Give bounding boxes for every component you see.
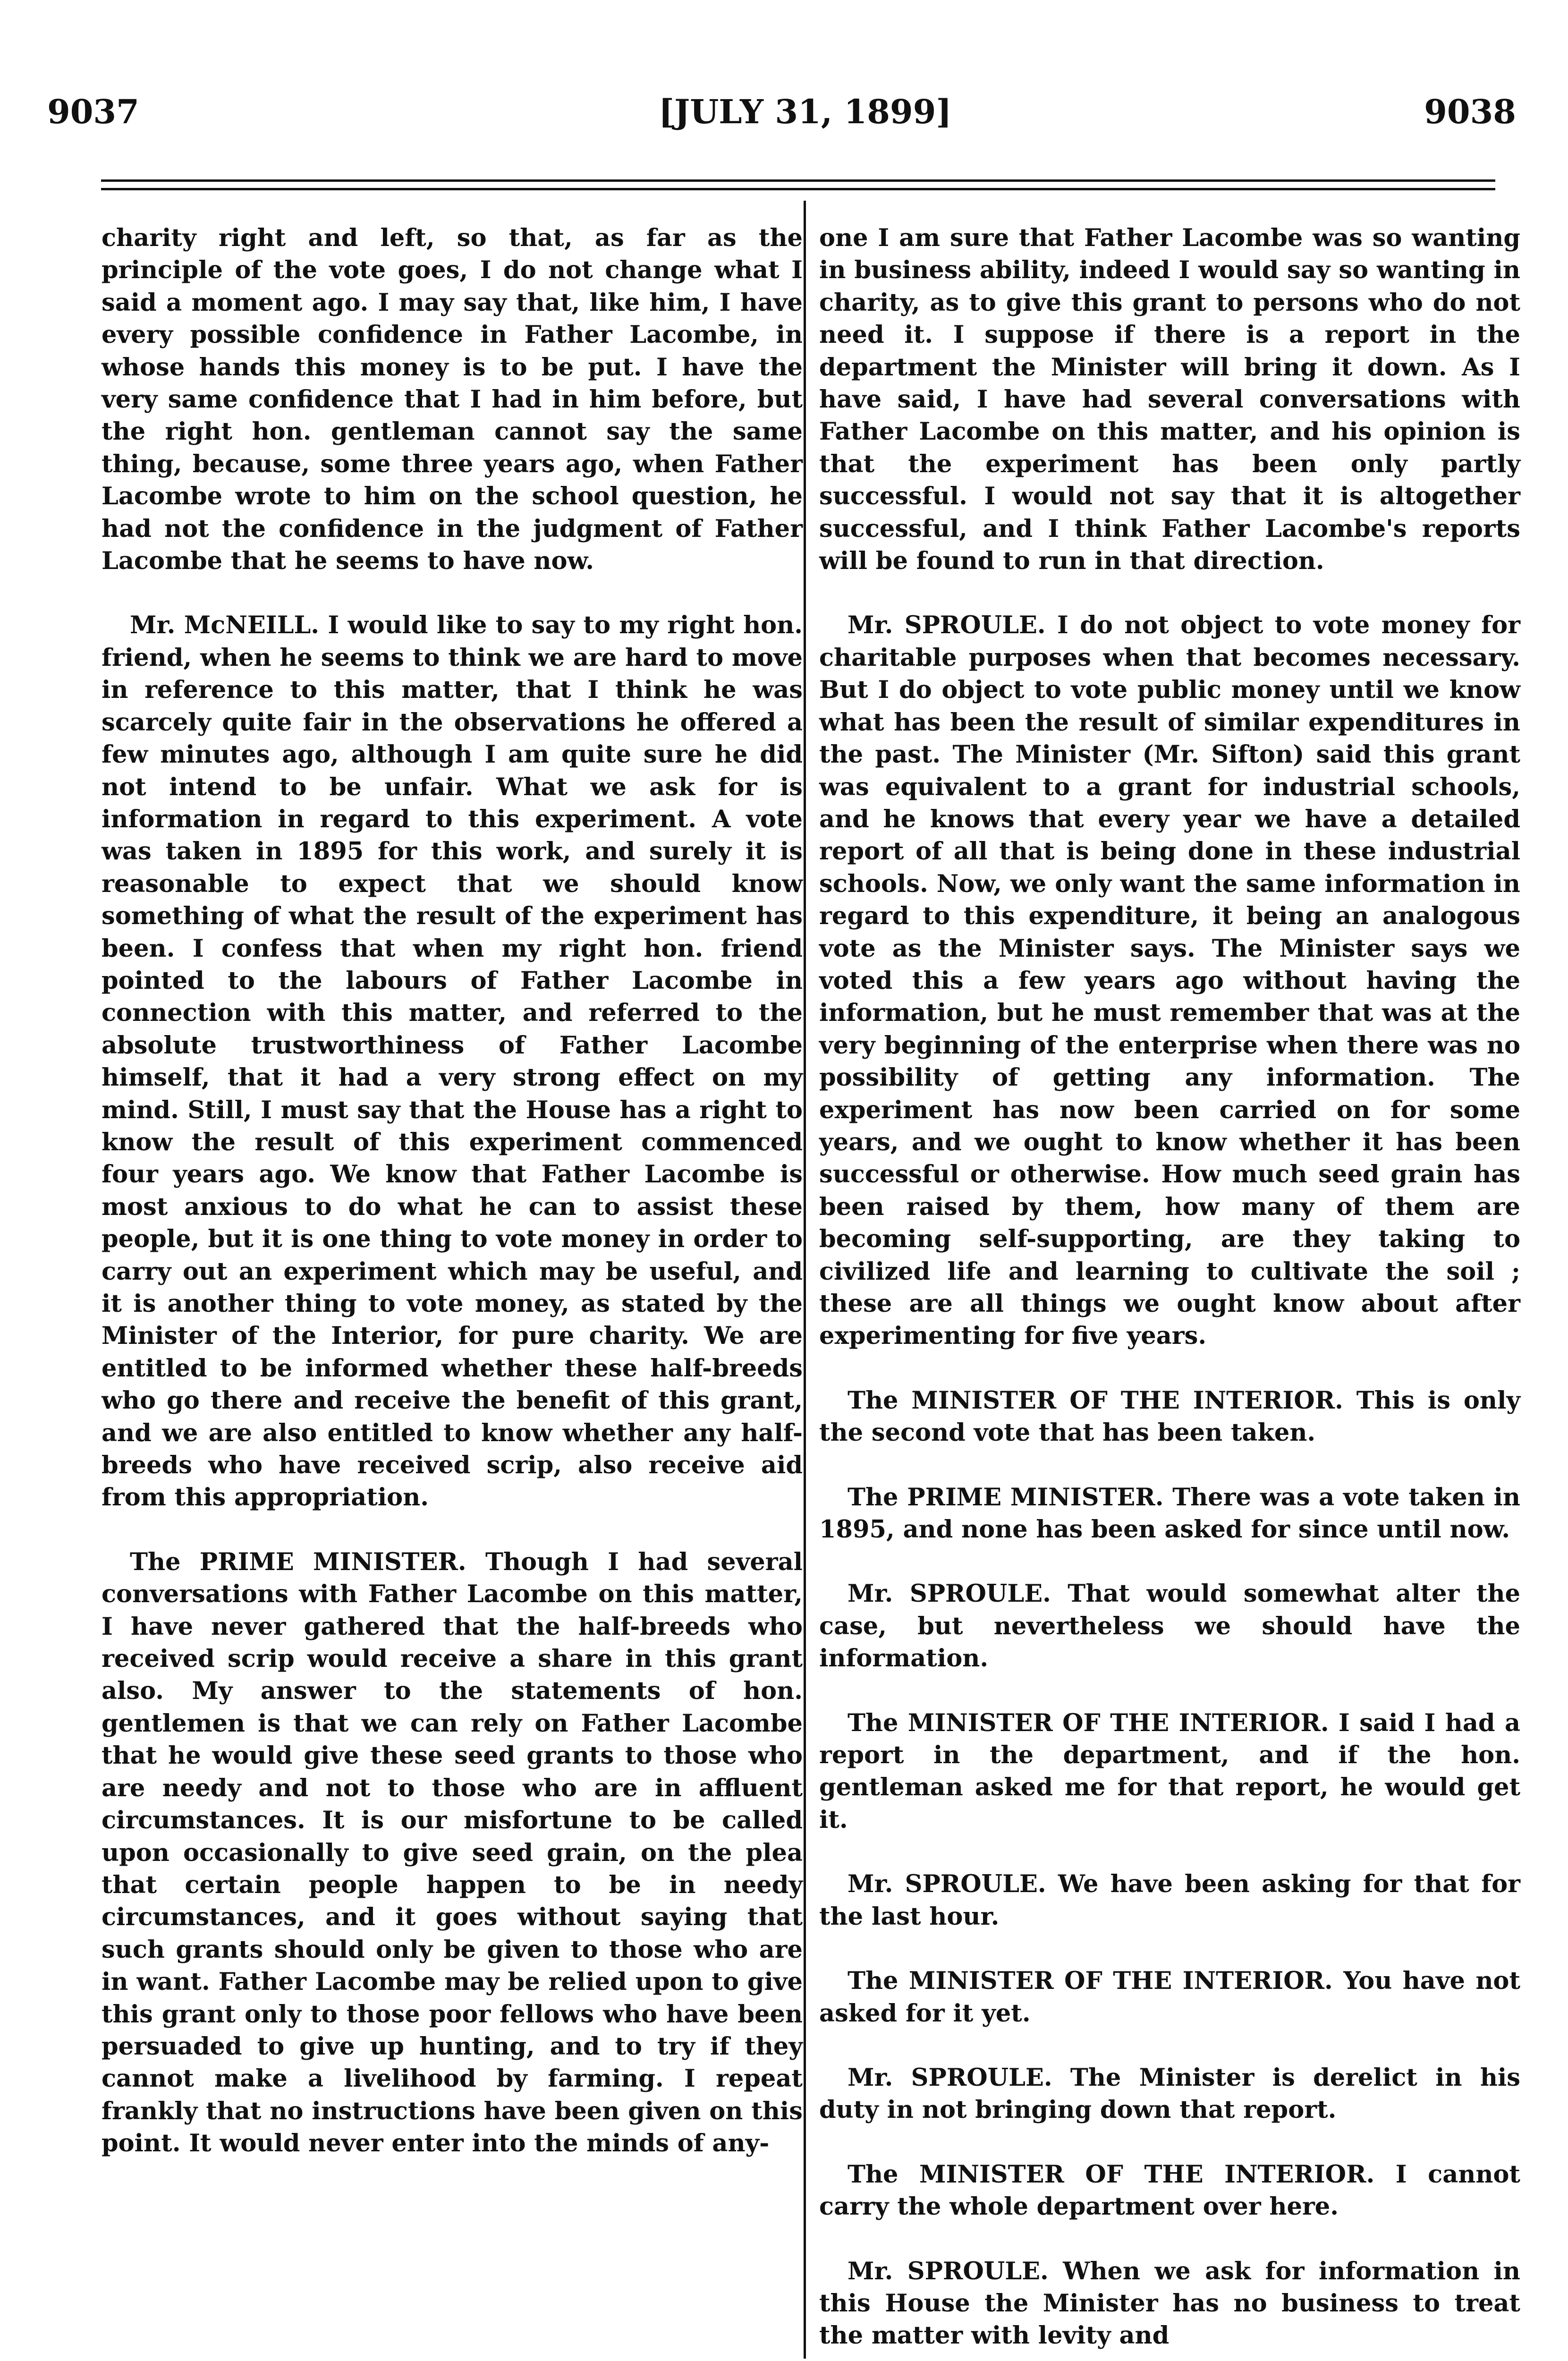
paragraph: The MINISTER OF THE INTERIOR. I said I had a report in the department, and if the hon. gentleman asked me for that report, he would get it. [819,1708,1520,1834]
paragraph: Mr. SPROULE. We have been asking for that for the last hour. [819,1870,1520,1931]
left-column [102,222,803,2192]
paragraph: Mr. McNEILL. I would like to say to my right hon. friend, when he seems to think we are hard to move in reference to this matter, that I think he was scarcely quite fair in the observations he offered a few minutes ago, although I am quite sure he did not intend to be unfair. What we ask for is information in regard to this experiment. A vote was taken in 1895 for this work, and surely it is reasonable to expect that we should know something of what the result of the experiment has been. I confess that when my right hon. friend pointed to the labours of Father Lacombe in connection with this matter, and referred to the absolute trustworthiness of Father Lacombe himself, that it had a very strong effect on my mind. Still, I must say that the House has a right to know the result of this experiment commenced four years ago. We know that Father Lacombe is most anxious to do what he can to assist these people, but it is one thing to vote money in order to carry out an experiment which may be useful, and it is another thing to vote money, as stated by the Minister of the Interior, for pure charity. We are entitled to be informed whether these half-breeds who go there and receive the benefit of this grant, and we are also entitled to know whether any half-breeds who have received scrip, also receive aid from this appropriation. [102,611,803,1512]
page-header [0,92,1568,144]
left-page-number: 9037 [47,92,139,131]
header-rule-top [101,179,1495,182]
right-column [819,222,1520,2361]
column-divider [804,201,806,2359]
paragraph: charity right and left, so that, as far as the principle of the vote goes, I do not change what I said a moment ago. I may say that, like him, I have every possible confidence in Father Lacombe, in whose hands this money is to be put. I have the very same confidence that I had in him before, but the right hon. gentleman cannot say the same thing, because, some three years ago, when Father Lacombe wrote to him on the school question, he had not the confidence in the judgment of Father Lacombe that he seems to have now. [102,224,803,576]
paragraph: The MINISTER OF THE INTERIOR. This is only the second vote that has been taken. [819,1386,1520,1447]
paragraph: Mr. SPROULE. That would somewhat alter the case, but nevertheless we should have the information. [819,1580,1520,1673]
paragraph: one I am sure that Father Lacombe was so wanting in business ability, indeed I would say so wanting in charity, as to give this grant to persons who do not need it. I suppose if there is a report in the department the Minister will bring it down. As I have said, I have had several conversations with Father Lacombe on this matter, and his opinion is that the experiment has been only partly successful. I would not say that it is altogether successful, and I think Father Lacombe's reports will be found to run in that direction. [819,224,1520,576]
paragraph: The MINISTER OF THE INTERIOR. You have not asked for it yet. [819,1967,1520,2028]
paragraph: Mr. SPROULE. The Minister is derelict in his duty in not bringing down that report. [819,2063,1520,2124]
paragraph: Mr. SPROULE. When we ask for information in this House the Minister has no business to treat the matter with levity and [819,2257,1520,2350]
header-rule-bottom [101,188,1495,190]
paragraph: The PRIME MINISTER. Though I had several conversations with Father Lacombe on this matter, I have never gathered that the half-breeds who received scrip would receive a share in this grant also. My answer to the statements of hon. gentlemen is that we can rely on Father Lacombe that he would give these seed grants to those who are needy and not to those who are in affluent circumstances. It is our misfortune to be called upon occasionally to give seed grain, on the plea that certain people happen to be in needy circumstances, and it goes without saying that such grants should only be given to those who are in want. Father Lacombe may be relied upon to give this grant only to those poor fellows who have been persuaded to give up hunting, and to try if they cannot make a livelihood by farming. I repeat frankly that no instructions have been given on this point. It would never enter into the minds of any- [102,1547,803,2158]
page-date: [JULY 31, 1899] [659,92,952,131]
right-page-number: 9038 [1424,92,1516,131]
paragraph: The MINISTER OF THE INTERIOR. I cannot carry the whole department over here. [819,2160,1520,2221]
paragraph: Mr. SPROULE. I do not object to vote money for charitable purposes when that becomes necessary. But I do object to vote public money until we know what has been the result of similar expenditures in the past. The Minister (Mr. Sifton) said this grant was equivalent to a grant for industrial schools, and he knows that every year we have a detailed report of all that is being done in these industrial schools. Now, we only want the same information in regard to this expenditure, it being an analogous vote as the Minister says. The Minister says we voted this a few years ago without having the information, but he must remember that was at the very beginning of the enterprise when there was no possibility of getting any information. The experiment has now been carried on for some years, and we ought to know whether it has been successful or otherwise. How much seed grain has been raised by them, how many of them are becoming self-supporting, are they taking to civilized life and learning to cultivate the soil ; these are all things we ought know about after experimenting for five years. [819,611,1520,1350]
paragraph: The PRIME MINISTER. There was a vote taken in 1895, and none has been asked for since until now. [819,1483,1520,1544]
